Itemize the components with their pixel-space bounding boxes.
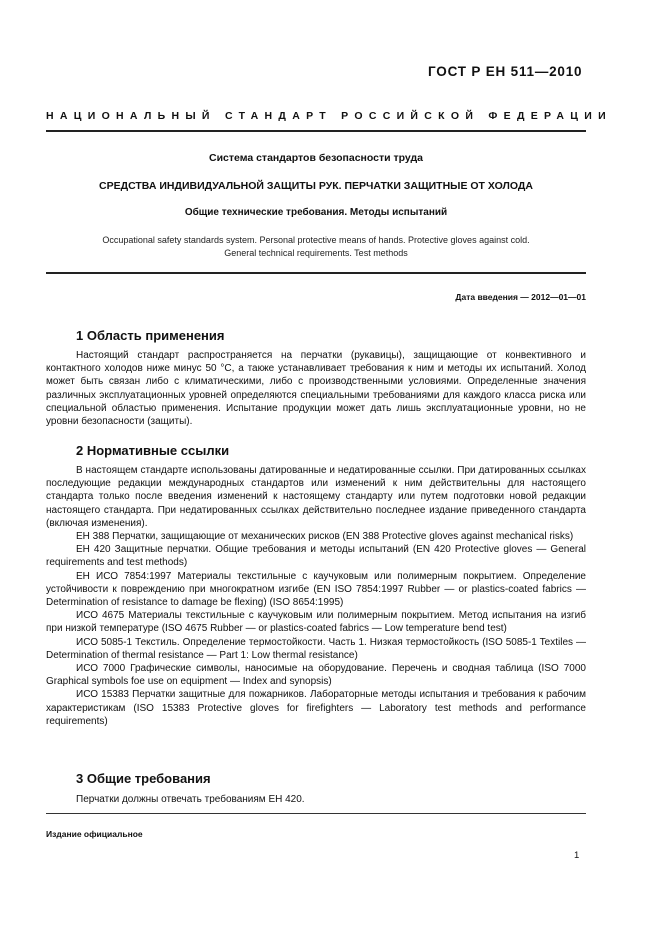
normative-reference: ЕН 388 Перчатки, защищающие от механических рисков (EN 388 Protective gloves against mechanical risks) bbox=[76, 531, 574, 543]
page-number: 1 bbox=[574, 850, 580, 861]
english-title-line-2: General technical requirements. Test methods bbox=[224, 247, 408, 258]
section-3-paragraph: Перчатки должны отвечать требованиям ЕН 420. bbox=[76, 794, 305, 805]
section-3-heading: 3 Общие требования bbox=[76, 771, 211, 786]
english-title bbox=[46, 234, 586, 259]
normative-reference: ЕН ИСО 7854:1997 Материалы текстильные с каучуковым или полимерным покрытием. Определение устойчивости к повреждению при многократном изгибе (EN ISO 7854:1997 Rubber — or plastics-coated fabrics — Determination of resistance to damage be flexing) (ISO 8654:1995) bbox=[46, 570, 586, 609]
section-1-body bbox=[46, 349, 586, 428]
title-rule bbox=[46, 272, 586, 274]
section-3-body bbox=[46, 793, 586, 806]
normative-reference: ИСО 15383 Перчатки защитные для пожарников. Лабораторные методы испытания и требования к рабочим характеристикам (ISO 15383 Protective gloves for firefighters — Laboratory test methods and performance requirements) bbox=[46, 689, 586, 727]
normative-reference: ИСО 5085-1 Текстиль. Определение термостойкости. Часть 1. Низкая термостойкость (ISO 5085-1 Textiles — Determination of thermal resistance — Part 1: Low thermal resistance) bbox=[46, 636, 586, 661]
document-title: СРЕДСТВА ИНДИВИДУАЛЬНОЙ ЗАЩИТЫ РУК. ПЕРЧАТКИ ЗАЩИТНЫЕ ОТ ХОЛОДА bbox=[99, 180, 533, 192]
header-rule bbox=[46, 130, 586, 132]
system-name: Система стандартов безопасности труда bbox=[208, 152, 424, 164]
national-standard-banner: НАЦИОНАЛЬНЫЙ СТАНДАРТ РОССИЙСКОЙ ФЕДЕРАЦИИ bbox=[46, 110, 612, 122]
section-2-intro: В настоящем стандарте использованы датированные и недатированные ссылки. При датированных ссылках последующие редакции международных стандартов или изменений к ним действительны для настоящего стандарта только после введения изменений к настоящему стандарту или путем подготовки новой редакции настоящего стандарта. При недатированных ссылках действительно последнее издание приведенного стандарта (включая изменения). bbox=[46, 465, 586, 529]
introduction-date: Дата введения — 2012—01—01 bbox=[455, 292, 586, 302]
section-2-heading: 2 Нормативные ссылки bbox=[76, 443, 230, 458]
english-title-line-1: Occupational safety standards system. Personal protective means of hands. Protective gloves against cold. bbox=[102, 235, 530, 245]
section-2-body bbox=[46, 464, 586, 728]
normative-reference: ЕН 420 Защитные перчатки. Общие требования и методы испытаний (EN 420 Protective gloves — General requirements and test methods) bbox=[46, 544, 586, 569]
document-designation: ГОСТ Р ЕН 511—2010 bbox=[428, 64, 583, 79]
normative-reference: ИСО 7000 Графические символы, наносимые на оборудование. Перечень и сводная таблица (ISO 7000 Graphical symbols foe use on equipment — Index and synopsis) bbox=[46, 663, 586, 688]
official-edition-label: Издание официальное bbox=[46, 829, 143, 839]
document-subtitle: Общие технические требования. Методы испытаний bbox=[184, 207, 448, 218]
section-1-paragraph: Настоящий стандарт распространяется на перчатки (рукавицы), защищающие от конвективного и контактного холодов ниже минус 50 °С, а также устанавливает требования к ним и методы их испытаний. Холод может быть связан либо с климатическими, либо с производственными условиями. Определенные значения различных эксплуатационных уровней определяются специальными требованиями для каждого класса риска или специальной областью применения. Испытание продукции может дать лишь эксплуатационные уровни, но не уровни безопасности (защиты). bbox=[46, 350, 586, 428]
normative-reference: ИСО 4675 Материалы текстильные с каучуковым или полимерным покрытием. Метод испытания на изгиб при низкой температуре (ISO 4675 Rubber — or plastics-coated fabrics — Low temperature bend test) bbox=[46, 610, 586, 635]
section-1-heading: 1 Область применения bbox=[76, 328, 225, 343]
footer-rule bbox=[46, 813, 586, 814]
